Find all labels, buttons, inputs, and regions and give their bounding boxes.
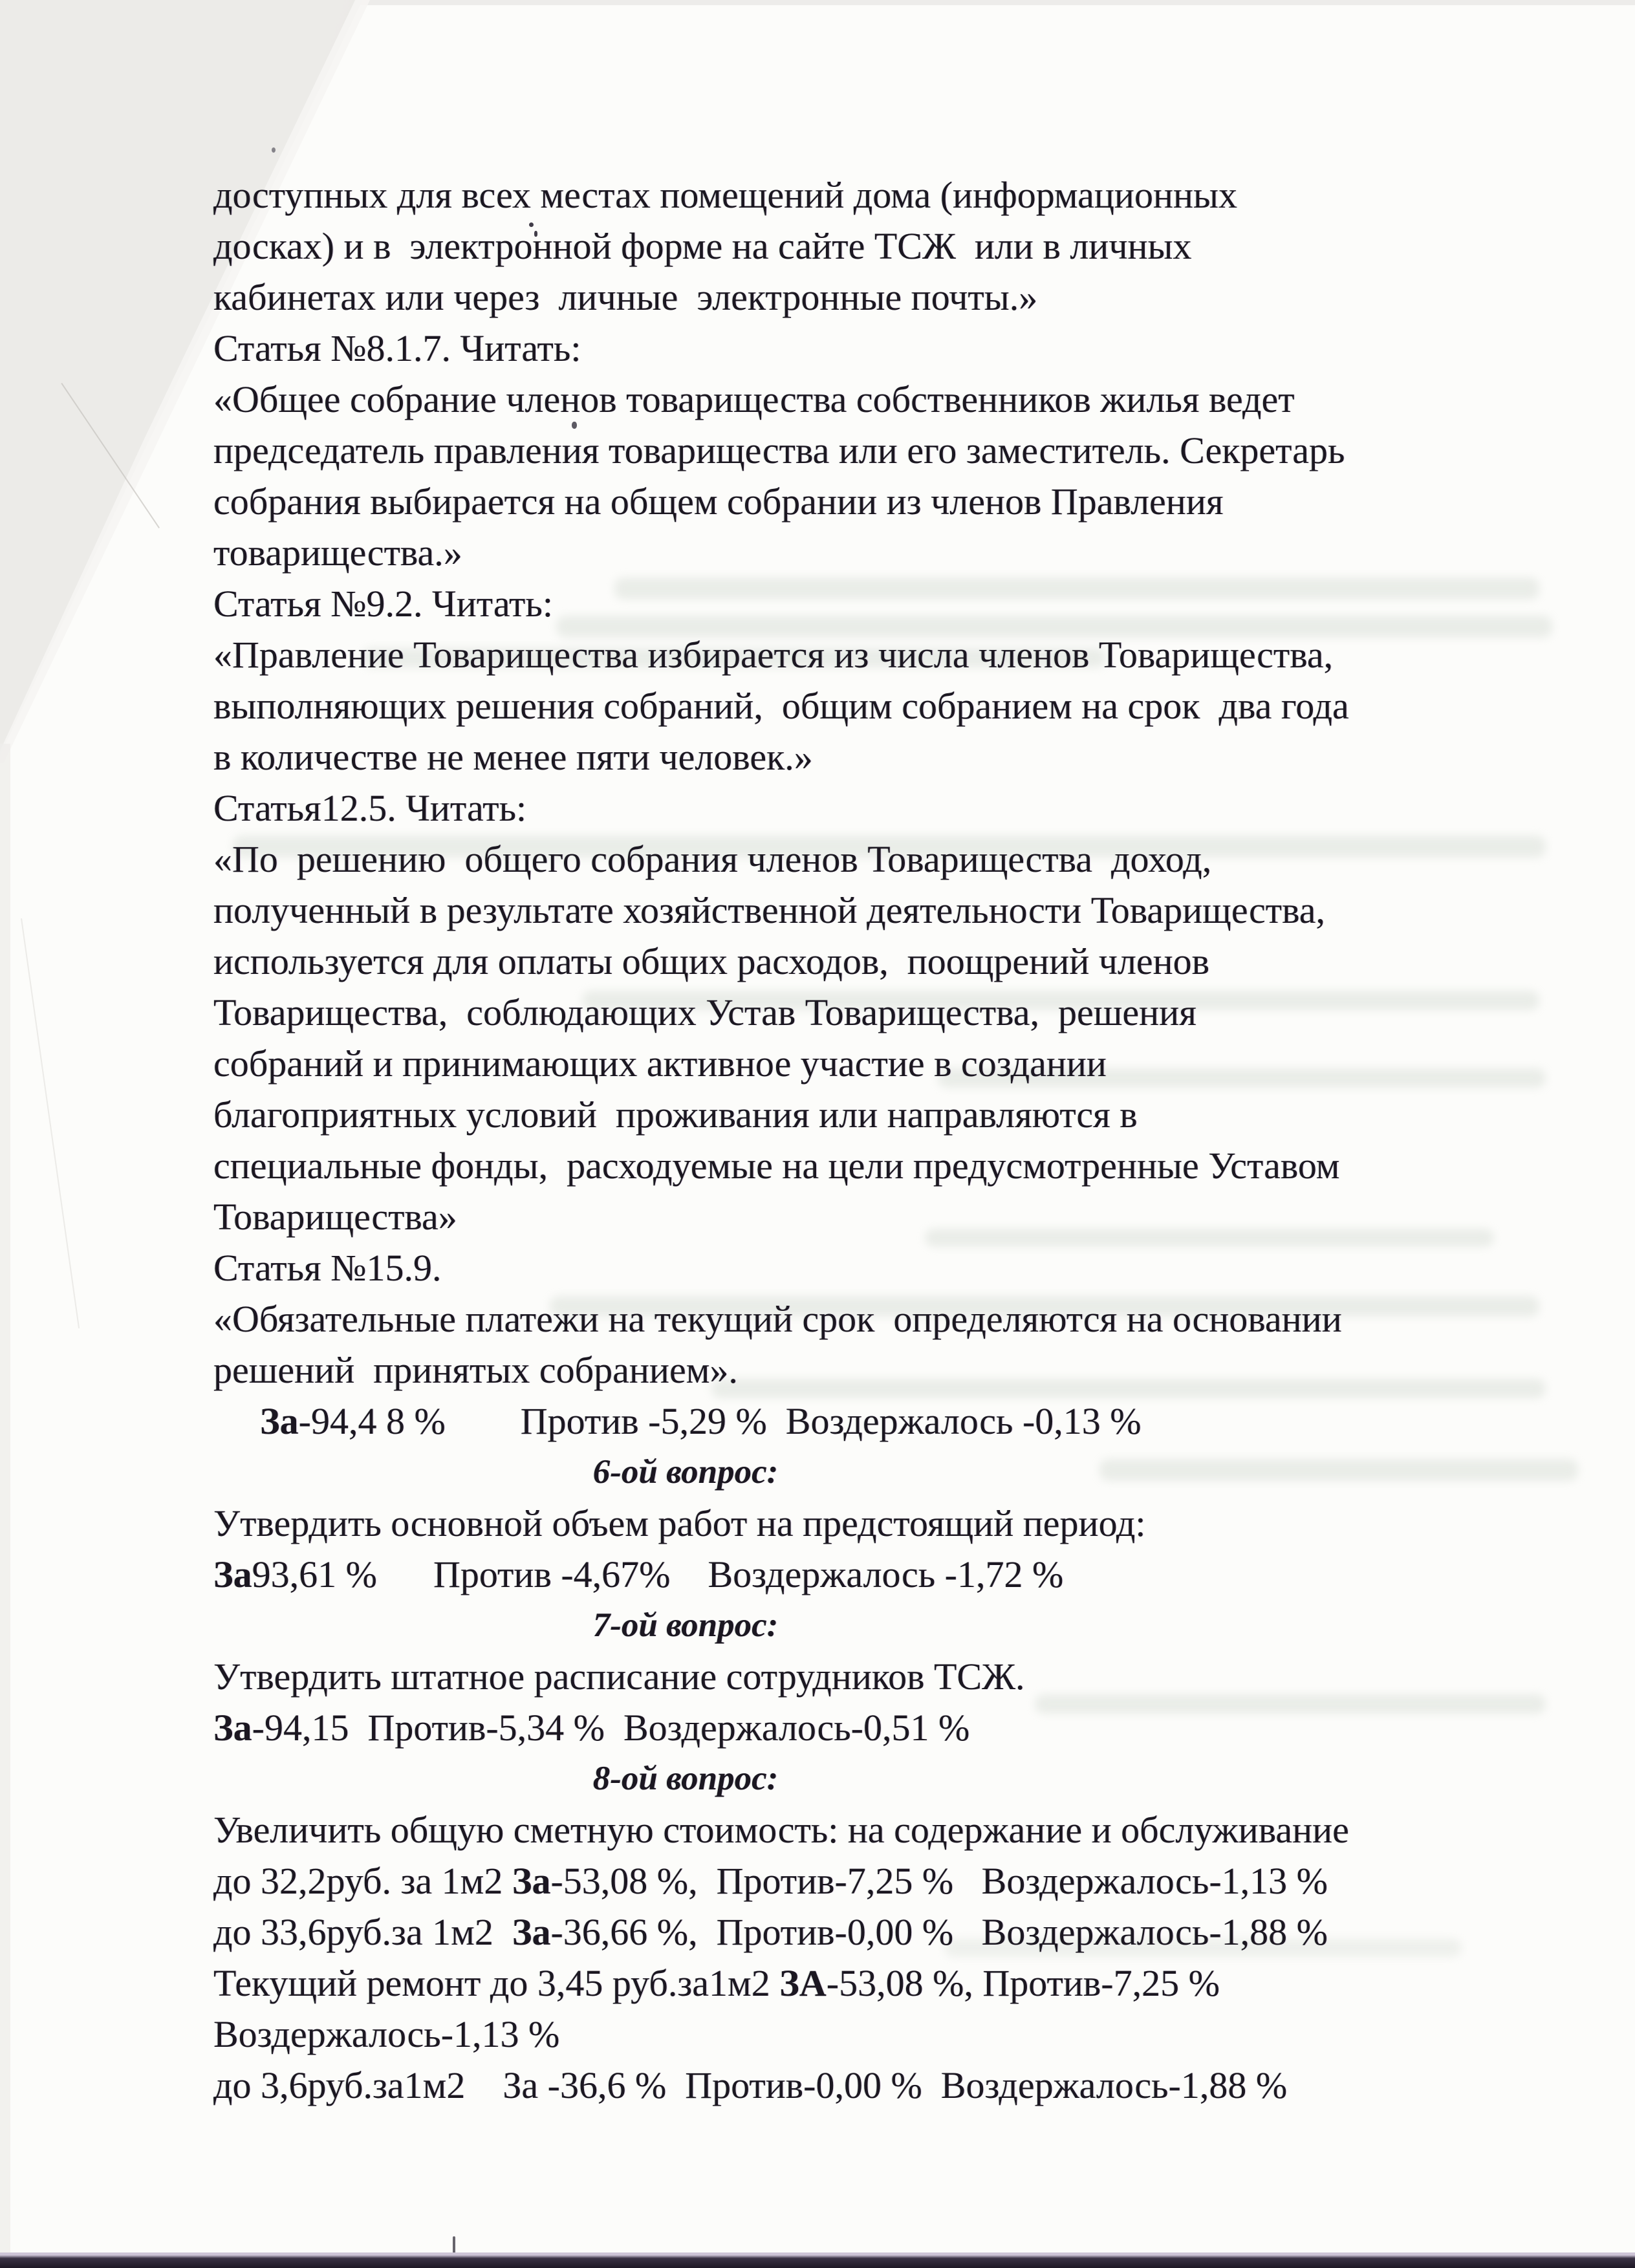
document-line — [213, 374, 1462, 425]
question-heading — [213, 1753, 1158, 1804]
line-text: выполняющих решения собраний, общим собранием на срок два года — [213, 685, 1349, 727]
document-line — [213, 1804, 1462, 1855]
vote-results-line — [213, 1855, 1462, 1906]
line-text: Воздержалось-1,13 % — [213, 2013, 560, 2055]
document-line — [213, 629, 1462, 680]
line-text: «Обязательные платежи на текущий срок определяются на основании — [213, 1298, 1342, 1340]
document-line — [213, 680, 1462, 731]
line-text: кабинетах или через личные электронные почты.» — [213, 276, 1038, 318]
line-text: Статья №9.2. Читать: — [213, 583, 553, 625]
vote-for-emphasis: ЗА — [779, 1962, 827, 2004]
vote-for-emphasis: За — [213, 1553, 252, 1595]
line-text: 93,61 % Против -4,67% Воздержалось -1,72 % — [252, 1553, 1064, 1595]
line-text-pre: до 33,6руб.за 1м2 — [213, 1911, 512, 1953]
line-text: товарищества.» — [213, 532, 462, 574]
line-text: полученный в результате хозяйственной деятельности Товарищества, — [213, 889, 1325, 931]
document-line — [213, 2009, 1462, 2060]
line-text: собрания выбирается на общем собрании из членов Правления — [213, 481, 1224, 523]
document-line — [213, 1191, 1462, 1242]
line-text: Статья12.5. Читать: — [213, 787, 527, 829]
document-line — [213, 1140, 1462, 1191]
document-line — [213, 1345, 1462, 1396]
question-heading — [213, 1600, 1158, 1651]
document-line — [213, 578, 1462, 629]
line-text: доступных для всех местах помещений дома (информационных — [213, 174, 1237, 216]
vote-results-line — [213, 1958, 1462, 2009]
vote-results-line — [213, 1906, 1462, 1958]
document-line — [213, 731, 1462, 783]
document-line — [213, 987, 1462, 1038]
line-text: 6-ой вопрос: — [592, 1453, 779, 1491]
document-line — [213, 1089, 1462, 1140]
document-line — [213, 936, 1462, 987]
line-text: Товарищества» — [213, 1196, 457, 1238]
document-line — [213, 783, 1462, 834]
page-left-edge-shadow — [0, 744, 10, 2268]
vote-results-line — [213, 1549, 1462, 1600]
scanner-bottom-edge — [0, 2252, 1635, 2268]
line-text: решений принятых собранием». — [213, 1349, 738, 1391]
vote-for-emphasis: За — [213, 1707, 252, 1749]
line-text: в количестве не менее пяти человек.» — [213, 736, 813, 778]
vote-for-emphasis: За — [260, 1400, 299, 1442]
line-text: специальные фонды, расходуемые на цели предусмотренные Уставом — [213, 1145, 1340, 1187]
line-text: -53,08 %, Против-7,25 % Воздержалось-1,13 % — [550, 1860, 1328, 1902]
vote-results-line — [213, 1396, 1462, 1447]
document-line — [213, 1651, 1462, 1702]
line-text: -53,08 %, Против-7,25 % — [826, 1962, 1220, 2004]
scan-speck — [272, 147, 276, 153]
line-text: Товарищества, соблюдающих Устав Товарищества, решения — [213, 991, 1196, 1033]
document-line — [213, 2060, 1462, 2111]
document-line — [213, 527, 1462, 578]
line-text: 8-ой вопрос: — [592, 1760, 779, 1797]
line-text: используется для оплаты общих расходов, поощрений членов — [213, 940, 1210, 982]
document-line — [213, 1293, 1462, 1345]
line-text: председатель правления товарищества или его заместитель. Секретарь — [213, 429, 1345, 471]
document-line — [213, 1242, 1462, 1293]
document-line — [213, 272, 1462, 323]
line-text: собраний и принимающих активное участие в создании — [213, 1042, 1107, 1085]
vote-results-line — [213, 1702, 1462, 1753]
document-line — [213, 1498, 1462, 1549]
line-text: Статья №15.9. — [213, 1247, 442, 1289]
line-text: -94,15 Против-5,34 % Воздержалось-0,51 % — [252, 1707, 970, 1749]
vote-for-emphasis: За — [512, 1860, 551, 1902]
document-line — [213, 425, 1462, 476]
line-text: -36,66 %, Против-0,00 % Воздержалось-1,88 % — [550, 1911, 1328, 1953]
line-text: Увеличить общую сметную стоимость: на содержание и обслуживание — [213, 1809, 1349, 1851]
line-text: Статья №8.1.7. Читать: — [213, 327, 581, 369]
line-text: Утвердить основной объем работ на предстоящий период: — [213, 1502, 1146, 1544]
document-line — [213, 169, 1462, 221]
line-text: 7-ой вопрос: — [592, 1606, 779, 1644]
line-text: досках) и в электронной форме на сайте ТСЖ или в личных — [213, 225, 1192, 267]
document-line — [213, 834, 1462, 885]
line-text-pre: до 32,2руб. за 1м2 — [213, 1860, 512, 1902]
document-line — [213, 885, 1462, 936]
vote-for-emphasis: За — [512, 1911, 551, 1953]
document-line — [213, 476, 1462, 527]
paper-crease — [21, 918, 80, 1328]
line-text: «Правление Товарищества избирается из числа членов Товарищества, — [213, 634, 1334, 676]
line-text: до 3,6руб.за1м2 За -36,6 % Против-0,00 % Воздержалось-1,88 % — [213, 2064, 1288, 2106]
question-heading — [213, 1447, 1158, 1498]
line-text: «По решению общего собрания членов Товарищества доход, — [213, 838, 1212, 880]
line-text: -94,4 8 % Против -5,29 % Воздержалось -0,13 % — [298, 1400, 1142, 1442]
line-text: благоприятных условий проживания или направляются в — [213, 1094, 1138, 1136]
document-line — [213, 221, 1462, 272]
line-text-pre: Текущий ремонт до 3,45 руб.за1м2 — [213, 1962, 780, 2004]
document-line — [213, 323, 1462, 374]
line-text: Утвердить штатное расписание сотрудников ТСЖ. — [213, 1656, 1025, 1698]
text-column — [213, 169, 1462, 2111]
line-text: «Общее собрание членов товарищества собственников жилья ведет — [213, 378, 1295, 420]
document-line — [213, 1038, 1462, 1089]
